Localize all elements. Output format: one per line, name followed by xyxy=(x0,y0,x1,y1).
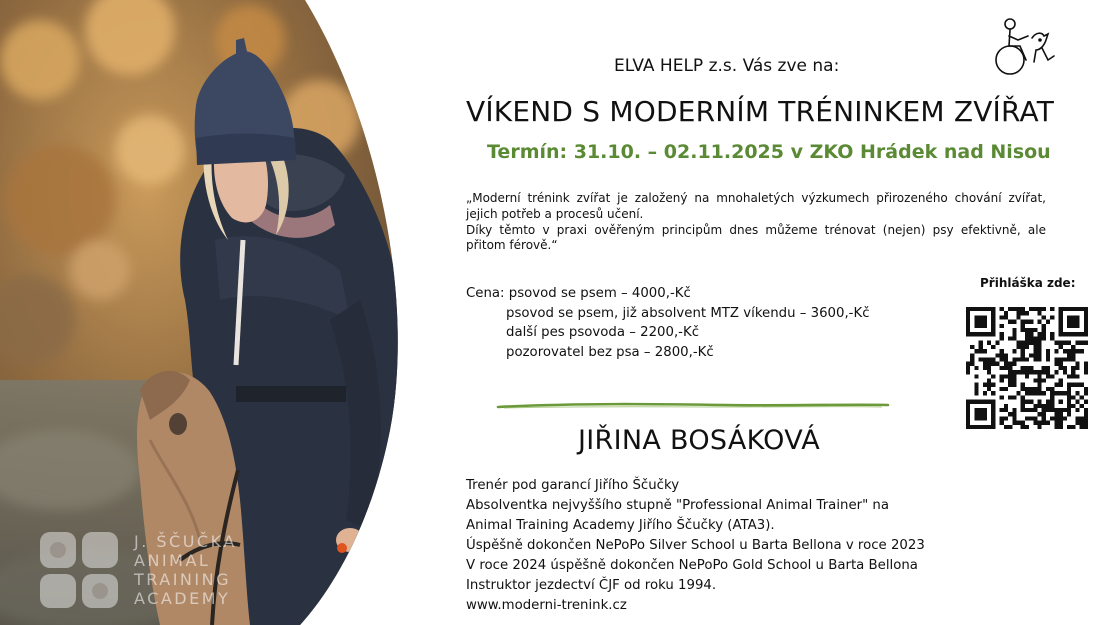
watermark-text xyxy=(134,532,237,608)
quote-paragraph: „Moderní trénink zvířat je založený na mnohaletých výzkumech přirozeného chování zvířat, jejich potřeb a procesů učení. xyxy=(466,191,1046,221)
wheelchair-dog-logo-icon xyxy=(990,16,1064,78)
registration-label: Přihláška zde: xyxy=(980,276,1076,290)
price-item: pozorovatel bez psa – 2800,-Kč xyxy=(506,344,714,360)
watermark-line: ACADEMY xyxy=(134,589,231,608)
trainer-name: JIŘINA BOSÁKOVÁ xyxy=(578,425,821,456)
invitation-intro: ELVA HELP z.s. Vás zve na: xyxy=(614,56,840,76)
academy-watermark xyxy=(38,528,278,612)
price-item: psovod se psem – 4000,-Kč xyxy=(508,286,691,301)
quote-paragraph: Díky těmto v praxi ověřeným principům dnes můžeme trénovat (nejen) psy efektivně, ale přitom férově.“ xyxy=(466,222,1046,253)
price-item: další pes psovoda – 2200,-Kč xyxy=(506,325,699,340)
bio-line: Animal Training Academy Jiřího Ščučky (ATA3). xyxy=(466,518,775,533)
academy-logo-icon xyxy=(38,528,126,612)
event-title: VÍKEND S MODERNÍM TRÉNINKEM ZVÍŘAT xyxy=(466,95,1055,128)
watermark-line: ANIMAL xyxy=(134,551,211,570)
hero-photo xyxy=(0,0,420,625)
bio-line: Úspěšně dokončen NePoPo Silver School u Barta Bellona v roce 2023 xyxy=(466,538,925,553)
bio-line: Trenér pod garancí Jiřího Ščučky xyxy=(466,478,680,493)
bio-line: V roce 2024 úspěšně dokončen NePoPo Gold School u Barta Bellona xyxy=(466,558,918,573)
price-list xyxy=(466,284,870,362)
green-divider xyxy=(496,398,890,412)
watermark-line: J. ŠČUČKA xyxy=(134,532,237,551)
price-item: psovod se psem, již absolvent MTZ víkendu – 3600,-Kč xyxy=(506,305,870,321)
bio-line: Instruktor jezdectví ČJF od roku 1994. xyxy=(466,578,717,593)
quote-block xyxy=(466,191,1046,254)
website-link[interactable]: www.moderni-trenink.cz xyxy=(466,598,627,613)
watermark-line: TRAINING xyxy=(134,570,231,589)
price-label: Cena: xyxy=(466,286,505,301)
qr-code-icon[interactable] xyxy=(966,307,1088,429)
event-term: Termín: 31.10. – 02.11.2025 v ZKO Hrádek nad Nisou xyxy=(487,141,1051,163)
trainer-bio xyxy=(466,476,925,616)
bio-line: Absolventka nejvyššího stupně "Professional Animal Trainer" na xyxy=(466,498,890,513)
price-row xyxy=(466,284,870,304)
